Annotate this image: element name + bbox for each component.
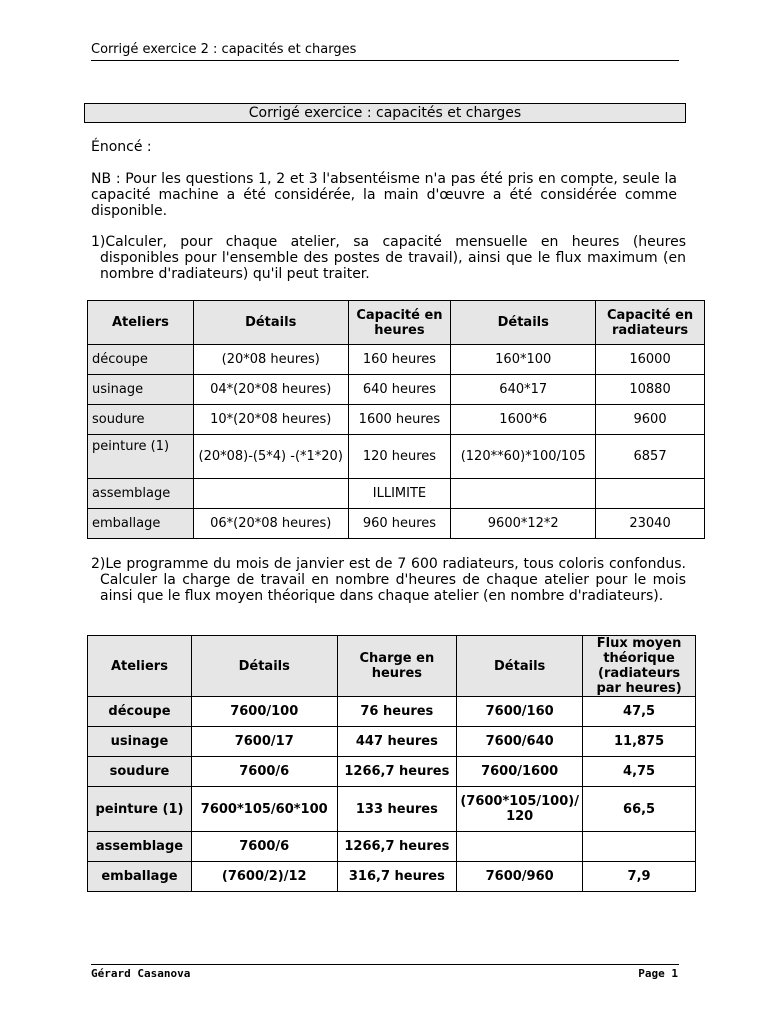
table-cell: 66,5 — [583, 787, 696, 832]
table-cell: 04*(20*08 heures) — [193, 375, 348, 405]
col-header: Détails — [451, 301, 596, 345]
table-cell: peinture (1) — [88, 435, 194, 479]
load-table — [87, 635, 696, 892]
footer-author: Gérard Casanova — [91, 967, 191, 980]
table-cell: 16000 — [596, 345, 705, 375]
table-cell: 9600 — [596, 405, 705, 435]
document-title: Corrigé exercice : capacités et charges — [84, 103, 686, 123]
table-cell: 06*(20*08 heures) — [193, 509, 348, 539]
table-cell: 7600/17 — [191, 727, 337, 757]
col-header: Détails — [193, 301, 348, 345]
table-cell: 7600/960 — [457, 862, 583, 892]
table-cell: (120**60)*100/105 — [451, 435, 596, 479]
table-cell: assemblage — [88, 479, 194, 509]
table-cell: 23040 — [596, 509, 705, 539]
table-cell: 7600/6 — [191, 757, 337, 787]
table-cell: assemblage — [88, 832, 192, 862]
table-cell: 120 heures — [348, 435, 451, 479]
running-header: Corrigé exercice 2 : capacités et charges — [91, 42, 357, 57]
table-cell: soudure — [88, 757, 192, 787]
table-row — [88, 727, 696, 757]
table-cell: usinage — [88, 727, 192, 757]
table-cell: 7,9 — [583, 862, 696, 892]
table-row — [88, 435, 705, 479]
col-header: Flux moyen théorique (radiateurs par heures) — [583, 636, 696, 697]
table-cell — [193, 479, 348, 509]
header-rule — [91, 60, 679, 61]
table-row — [88, 757, 696, 787]
table-row — [88, 345, 705, 375]
table-row — [88, 787, 696, 832]
table-cell: 10*(20*08 heures) — [193, 405, 348, 435]
nb-paragraph: NB : Pour les questions 1, 2 et 3 l'absentéisme n'a pas été pris en compte, seule la capacité machine a été considérée, la main d'œuvre a été considérée comme disponible. — [91, 171, 677, 219]
table-row — [88, 479, 705, 509]
table-cell: (7600*105/100)/ 120 — [457, 787, 583, 832]
question-2: 2)Le programme du mois de janvier est de 7 600 radiateurs, tous coloris confondus. Calculer la charge de travail en nombre d'heures de chaque atelier pour le mois ainsi que le flux moyen théorique dans chaque atelier (en nombre d'radiateurs). — [91, 556, 686, 604]
table-cell: 47,5 — [583, 697, 696, 727]
col-header: Détails — [191, 636, 337, 697]
table-cell: 160*100 — [451, 345, 596, 375]
col-header: Charge en heures — [337, 636, 457, 697]
table-cell: 160 heures — [348, 345, 451, 375]
table-cell: 133 heures — [337, 787, 457, 832]
table-cell: 76 heures — [337, 697, 457, 727]
table-cell — [596, 479, 705, 509]
table-cell: 316,7 heures — [337, 862, 457, 892]
table-row — [88, 832, 696, 862]
table-cell: 10880 — [596, 375, 705, 405]
table-row — [88, 375, 705, 405]
col-header: Ateliers — [88, 636, 192, 697]
table-cell — [583, 832, 696, 862]
table-cell: (20*08)-(5*4) -(*1*20) — [193, 435, 348, 479]
table-cell: découpe — [88, 345, 194, 375]
table-cell: 6857 — [596, 435, 705, 479]
col-header: Détails — [457, 636, 583, 697]
table-cell: (20*08 heures) — [193, 345, 348, 375]
table-cell: peinture (1) — [88, 787, 192, 832]
table-cell: 7600/640 — [457, 727, 583, 757]
table-cell: 9600*12*2 — [451, 509, 596, 539]
page-number: Page 1 — [638, 967, 678, 980]
table-row — [88, 697, 696, 727]
table-row — [88, 405, 705, 435]
question-1: 1)Calculer, pour chaque atelier, sa capacité mensuelle en heures (heures disponibles pour l'ensemble des postes de travail), ainsi que le flux maximum (en nombre d'radiateurs) qu'il peut traiter. — [91, 234, 686, 282]
table-cell: soudure — [88, 405, 194, 435]
footer-rule — [91, 964, 679, 965]
table-row — [88, 509, 705, 539]
table-cell: usinage — [88, 375, 194, 405]
table-cell: 4,75 — [583, 757, 696, 787]
table-cell: (7600/2)/12 — [191, 862, 337, 892]
capacity-table — [87, 300, 705, 539]
col-header: Ateliers — [88, 301, 194, 345]
col-header: Capacité en heures — [348, 301, 451, 345]
table-cell: 7600/100 — [191, 697, 337, 727]
enonce-label: Énoncé : — [91, 139, 152, 155]
table-cell: découpe — [88, 697, 192, 727]
table-cell — [451, 479, 596, 509]
col-header: Capacité en radiateurs — [596, 301, 705, 345]
table-cell: 7600/160 — [457, 697, 583, 727]
table-cell: 1600 heures — [348, 405, 451, 435]
table-cell: 640*17 — [451, 375, 596, 405]
table-cell: 7600/1600 — [457, 757, 583, 787]
table-row — [88, 862, 696, 892]
table-cell: 7600*105/60*100 — [191, 787, 337, 832]
table-cell: ILLIMITE — [348, 479, 451, 509]
table-cell: 960 heures — [348, 509, 451, 539]
table-cell: 447 heures — [337, 727, 457, 757]
table-cell — [457, 832, 583, 862]
table-cell: 640 heures — [348, 375, 451, 405]
table-cell: 1600*6 — [451, 405, 596, 435]
table-cell: 1266,7 heures — [337, 832, 457, 862]
table-cell: emballage — [88, 862, 192, 892]
table-cell: 7600/6 — [191, 832, 337, 862]
table-cell: 1266,7 heures — [337, 757, 457, 787]
table-cell: emballage — [88, 509, 194, 539]
table-cell: 11,875 — [583, 727, 696, 757]
